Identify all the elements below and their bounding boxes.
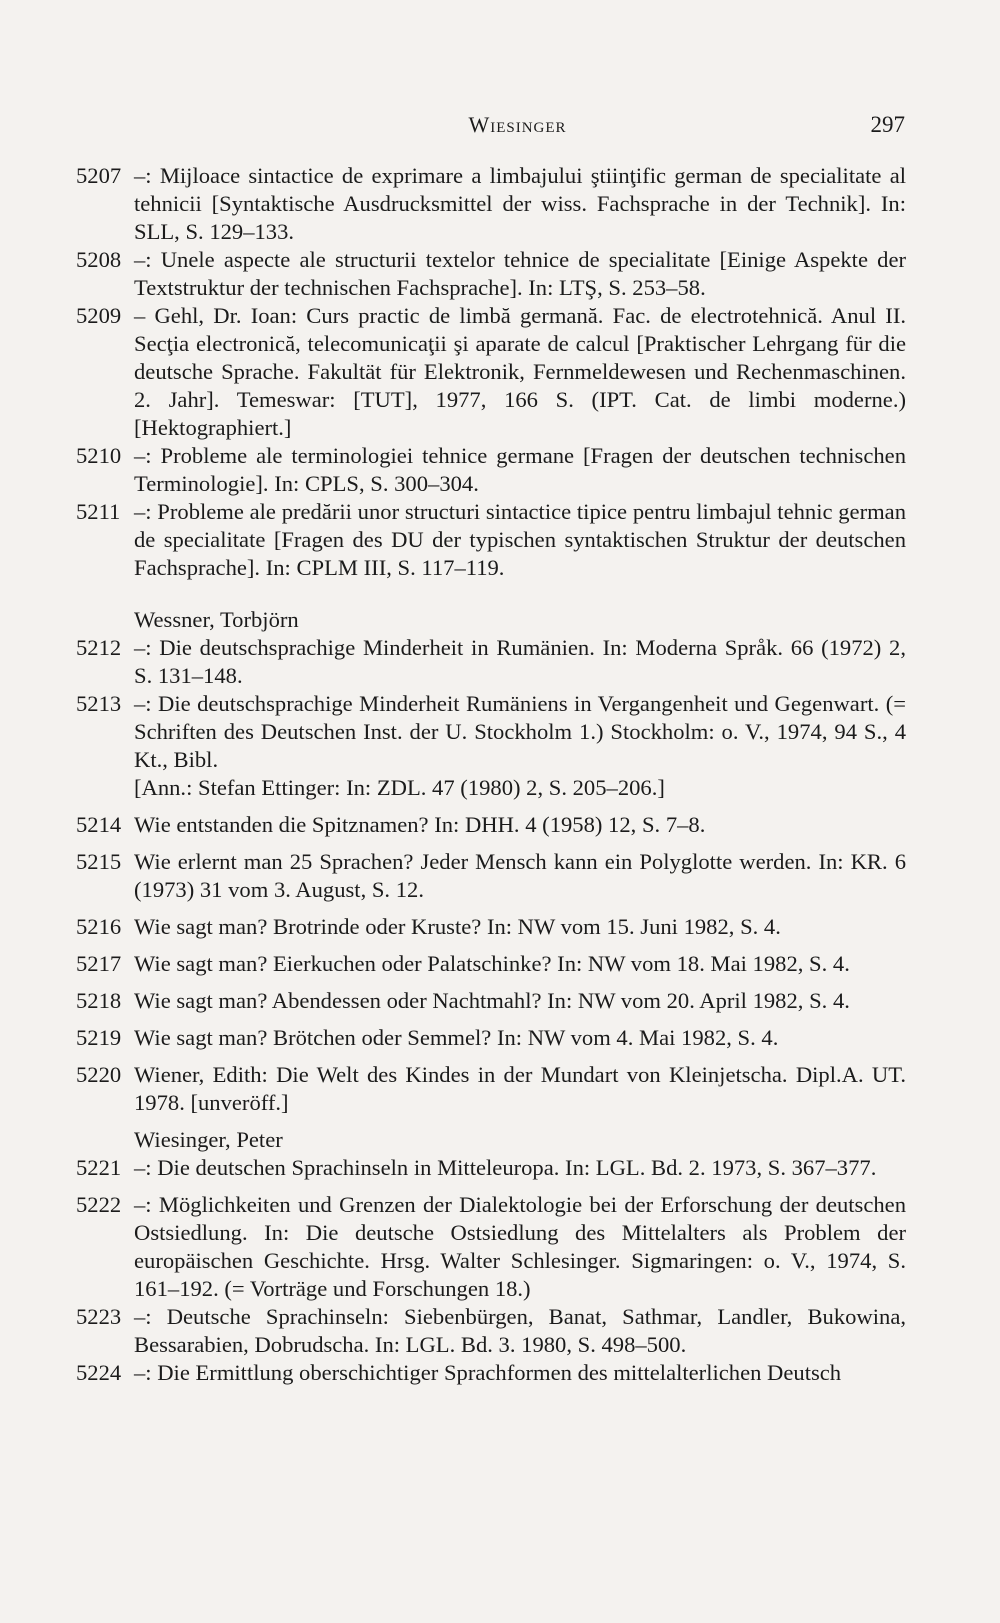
entry-number: 5220 xyxy=(76,1062,122,1087)
entry-number: 5218 xyxy=(76,988,122,1013)
bibliography-entry xyxy=(76,1191,906,1303)
entry-text: Wie erlernt man 25 Sprachen? Jeder Mensch kann ein Polyglotte werden. In: KR. 6 (1973) 31 vom 3. August, S. 12. xyxy=(134,849,906,902)
author-heading: Wessner, Torbjörn xyxy=(134,607,299,632)
entry-text: Wie sagt man? Eierkuchen oder Palatschinke? In: NW vom 18. Mai 1982, S. 4. xyxy=(134,951,850,976)
bibliography-entry xyxy=(76,302,906,442)
entry-text: Wie sagt man? Brötchen oder Semmel? In: NW vom 4. Mai 1982, S. 4. xyxy=(134,1025,779,1050)
entry-number: 5208 xyxy=(76,247,122,272)
entry-number: 5221 xyxy=(76,1155,122,1180)
entry-number: 5207 xyxy=(76,163,122,188)
bibliography-entry xyxy=(76,1359,906,1387)
entry-text: –: Deutsche Sprachinseln: Siebenbürgen, Banat, Sathmar, Landler, Bukowina, Bessarabien, Dobrudscha. In: LGL. Bd. 3. 1980, S. 498–500. xyxy=(134,1304,906,1357)
entry-text: –: Möglichkeiten und Grenzen der Dialektologie bei der Erforschung der deutschen Ostsiedlung. In: Die deutsche Ostsiedlung des Mittelalters als Problem der europäischen Geschichte. Hrsg. Walter Schlesinger. Sigmaringen: o. V., 1974, S. 161–192. (= Vorträge und Forschungen 18.) xyxy=(134,1192,906,1301)
entry-text: Wie sagt man? Brotrinde oder Kruste? In: NW vom 15. Juni 1982, S. 4. xyxy=(134,914,781,939)
entry-number: 5209 xyxy=(76,303,122,328)
entry-number: 5217 xyxy=(76,951,122,976)
entry-text: –: Die deutschsprachige Minderheit in Rumänien. In: Moderna Språk. 66 (1972) 2, S. 131–148. xyxy=(134,635,906,688)
entry-number: 5219 xyxy=(76,1025,122,1050)
running-head: Wiesinger xyxy=(468,112,567,137)
entry-number: 5213 xyxy=(76,691,122,716)
bibliography-entry xyxy=(76,913,906,941)
entry-text: Wiener, Edith: Die Welt des Kindes in der Mundart von Kleinjetscha. Dipl.A. UT. 1978. [unveröff.] xyxy=(134,1062,906,1115)
bibliography-entry xyxy=(76,1154,906,1182)
entry-text: –: Die deutschen Sprachinseln in Mitteleuropa. In: LGL. Bd. 2. 1973, S. 367–377. xyxy=(134,1155,877,1180)
bibliography-entry xyxy=(76,634,906,690)
annotation-note: [Ann.: Stefan Ettinger: In: ZDL. 47 (1980) 2, S. 205–206.] xyxy=(134,775,665,800)
entry-text: Wie entstanden die Spitznamen? In: DHH. 4 (1958) 12, S. 7–8. xyxy=(134,812,706,837)
entry-number: 5224 xyxy=(76,1360,122,1385)
bibliography-entry xyxy=(76,690,906,774)
entry-number: 5210 xyxy=(76,443,122,468)
entry-text: –: Mijloace sintactice de exprimare a limbajului ştiinţific german de specialitate al tehnicii [Syntaktische Ausdrucksmittel der wiss. Fachsprache in der Technik]. In: SLL, S. 129–133. xyxy=(134,163,906,244)
bibliography-entry xyxy=(76,498,906,582)
bibliography-entry xyxy=(76,442,906,498)
bibliography-entry xyxy=(76,162,906,246)
entry-number: 5212 xyxy=(76,635,122,660)
bibliography-entry xyxy=(76,811,906,839)
bibliography-list xyxy=(76,162,906,1387)
entry-text: –: Probleme ale terminologiei tehnice germane [Fragen der deutschen technischen Terminologie]. In: CPLS, S. 300–304. xyxy=(134,443,906,496)
entry-number: 5223 xyxy=(76,1304,122,1329)
entry-text: Wie sagt man? Abendessen oder Nachtmahl? In: NW vom 20. April 1982, S. 4. xyxy=(134,988,850,1013)
page-number: 297 xyxy=(870,112,905,137)
bibliography-entry xyxy=(76,1061,906,1117)
entry-text: –: Die deutschsprachige Minderheit Rumäniens in Vergangenheit und Gegenwart. (= Schriften des Deutschen Inst. der U. Stockholm 1.) Stockholm: o. V., 1974, 94 S., 4 Kt., Bibl. xyxy=(134,691,906,772)
bibliography-entry xyxy=(76,987,906,1015)
entry-text: –: Unele aspecte ale structurii textelor tehnice de specialitate [Einige Aspekte der Textstruktur der technischen Fachsprache]. In: LTŞ, S. 253–58. xyxy=(134,247,906,300)
bibliography-entry xyxy=(76,950,906,978)
page-header xyxy=(130,112,905,148)
entry-number: 5214 xyxy=(76,812,122,837)
entry-number: 5216 xyxy=(76,914,122,939)
bibliography-entry xyxy=(76,1024,906,1052)
entry-number: 5215 xyxy=(76,849,122,874)
entry-text: –: Die Ermittlung oberschichtiger Sprachformen des mittelalterlichen Deutsch xyxy=(134,1360,842,1385)
entry-number: 5211 xyxy=(76,499,121,524)
entry-number: 5222 xyxy=(76,1192,122,1217)
bibliography-entry xyxy=(76,848,906,904)
entry-text: – Gehl, Dr. Ioan: Curs practic de limbă germană. Fac. de electrotehnică. Anul II. Secţia electronică, telecomunicaţii şi aparate de calcul [Praktischer Lehrgang für die deutsche Sprache. Fakultät für Elektronik, Fernmeldewesen und Rechenmaschinen. 2. Jahr]. Temeswar: [TUT], 1977, 166 S. (IPT. Cat. de limbi moderne.) [Hektographiert.] xyxy=(134,303,906,440)
bibliography-entry xyxy=(76,1303,906,1359)
bibliography-entry xyxy=(76,246,906,302)
author-heading: Wiesinger, Peter xyxy=(134,1127,283,1152)
entry-text: –: Probleme ale predării unor structuri sintactice tipice pentru limbajul tehnic german de specialitate [Fragen des DU der typischen syntaktischen Struktur der deutschen Fachsprache]. In: CPLM III, S. 117–119. xyxy=(134,499,906,580)
